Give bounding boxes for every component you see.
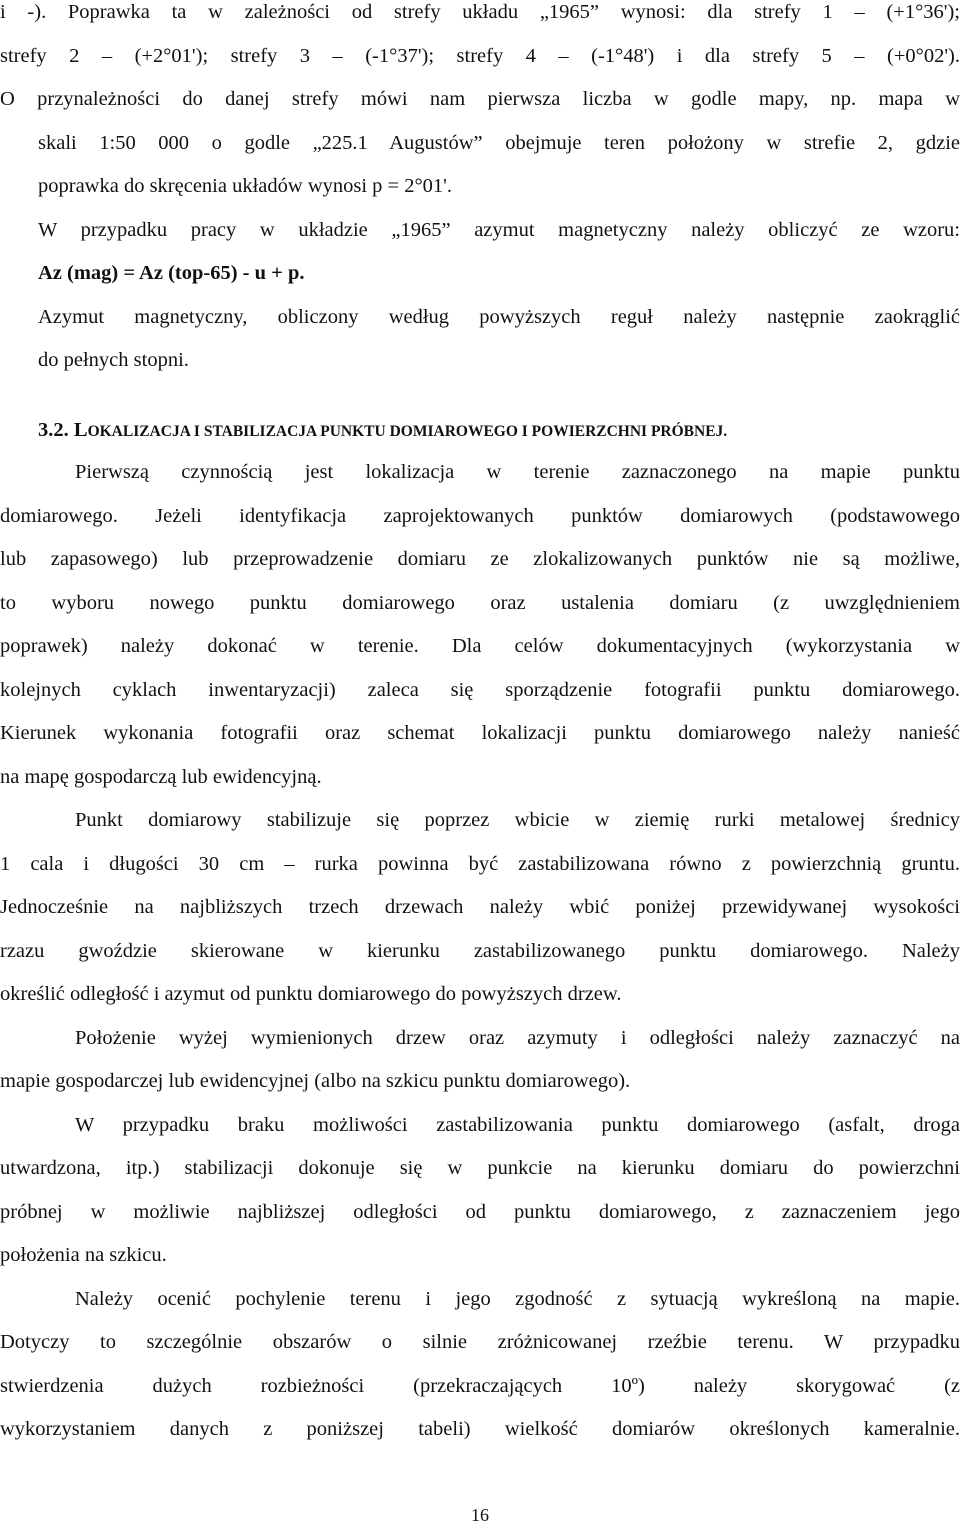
text-line: strefy 2 – (+2°01'); strefy 3 – (-1°37'); strefy 4 – (-1°48') i dla strefy 5 – (+0°02'). bbox=[0, 45, 960, 67]
section-title: OKALIZACJA I STABILIZACJA PUNKTU DOMIAROWEGO I POWIERZCHNI PRÓBNEJ. bbox=[87, 423, 728, 440]
text-line: 1 cala i długości 30 cm – rurka powinna być zastabilizowana równo z powierzchnią gruntu. bbox=[0, 853, 960, 875]
text-line: określić odległość i azymut od punktu domiarowego do powyższych drzew. bbox=[0, 983, 622, 1005]
page-number: 16 bbox=[471, 1505, 489, 1525]
text-line: do pełnych stopni. bbox=[38, 349, 189, 371]
text-line: i -). Poprawka ta w zależności od strefy układu „1965” wynosi: dla strefy 1 – (+1°36'); bbox=[0, 1, 960, 23]
text-line: poprawek) należy dokonać w terenie. Dla celów dokumentacyjnych (wykorzystania w bbox=[0, 635, 960, 657]
text-line: stwierdzenia dużych rozbieżności (przekraczających 10º) należy skorygować (z bbox=[0, 1375, 960, 1397]
text-line: kolejnych cyklach inwentaryzacji) zaleca się sporządzenie fotografii punktu domiarowego. bbox=[0, 679, 960, 701]
formula-line: Az (mag) = Az (top-65) - u + p. bbox=[38, 262, 305, 284]
text-line: Jednocześnie na najbliższych trzech drzewach należy wbić poniżej przewidywanej wysokości bbox=[0, 896, 960, 918]
text-line: Punkt domiarowy stabilizuje się poprzez wbicie w ziemię rurki metalowej średnicy bbox=[75, 809, 960, 831]
text-line: Należy ocenić pochylenie terenu i jego zgodność z sytuacją wykreśloną na mapie. bbox=[75, 1288, 960, 1310]
text-line: lub zapasowego) lub przeprowadzenie domiaru ze zlokalizowanych punktów nie są możliwe, bbox=[0, 548, 960, 570]
text-line: utwardzona, itp.) stabilizacji dokonuje się w punkcie na kierunku domiaru do powierzchni bbox=[0, 1157, 960, 1179]
text-line: domiarowego. Jeżeli identyfikacja zaprojektowanych punktów domiarowych (podstawowego bbox=[0, 505, 960, 527]
text-line: skali 1:50 000 o godle „225.1 Augustów” obejmuje teren położony w strefie 2, gdzie bbox=[38, 132, 960, 154]
text-line: Położenie wyżej wymienionych drzew oraz azymuty i odległości należy zaznaczyć na bbox=[75, 1027, 960, 1049]
text-line: Dotyczy to szczególnie obszarów o silnie zróżnicowanej rzeźbie terenu. W przypadku bbox=[0, 1331, 960, 1353]
text-line: O przynależności do danej strefy mówi nam pierwsza liczba w godle mapy, np. mapa w bbox=[0, 88, 960, 110]
text-line: mapie gospodarczej lub ewidencyjnej (albo na szkicu punktu domiarowego). bbox=[0, 1070, 631, 1092]
text-line: Pierwszą czynnością jest lokalizacja w terenie zaznaczonego na mapie punktu bbox=[75, 461, 960, 483]
text-line: na mapę gospodarczą lub ewidencyjną. bbox=[0, 766, 322, 788]
section-title-initial: L bbox=[73, 419, 88, 441]
text-line: Kierunek wykonania fotografii oraz schemat lokalizacji punktu domiarowego należy nanieść bbox=[0, 722, 960, 744]
text-line: rzazu gwoździe skierowane w kierunku zastabilizowanego punktu domiarowego. Należy bbox=[0, 940, 960, 962]
text-line: próbnej w możliwie najbliższej odległości od punktu domiarowego, z zaznaczeniem jego bbox=[0, 1201, 960, 1223]
text-line: wykorzystaniem danych z poniższej tabeli) wielkość domiarów określonych kameralnie. bbox=[0, 1418, 960, 1440]
section-number: 3.2. bbox=[38, 419, 69, 441]
text-line: Azymut magnetyczny, obliczony według powyższych reguł należy następnie zaokrąglić bbox=[38, 306, 960, 328]
text-line: W przypadku braku możliwości zastabilizowania punktu domiarowego (asfalt, droga bbox=[75, 1114, 960, 1136]
text-line: to wyboru nowego punktu domiarowego oraz ustalenia domiaru (z uwzględnieniem bbox=[0, 592, 960, 614]
text-line: położenia na szkicu. bbox=[0, 1244, 167, 1266]
text-line: poprawka do skręcenia układów wynosi p = 2°01'. bbox=[38, 175, 453, 197]
text-line: W przypadku pracy w układzie „1965” azymut magnetyczny należy obliczyć ze wzoru: bbox=[38, 219, 960, 241]
section-heading bbox=[38, 418, 960, 444]
